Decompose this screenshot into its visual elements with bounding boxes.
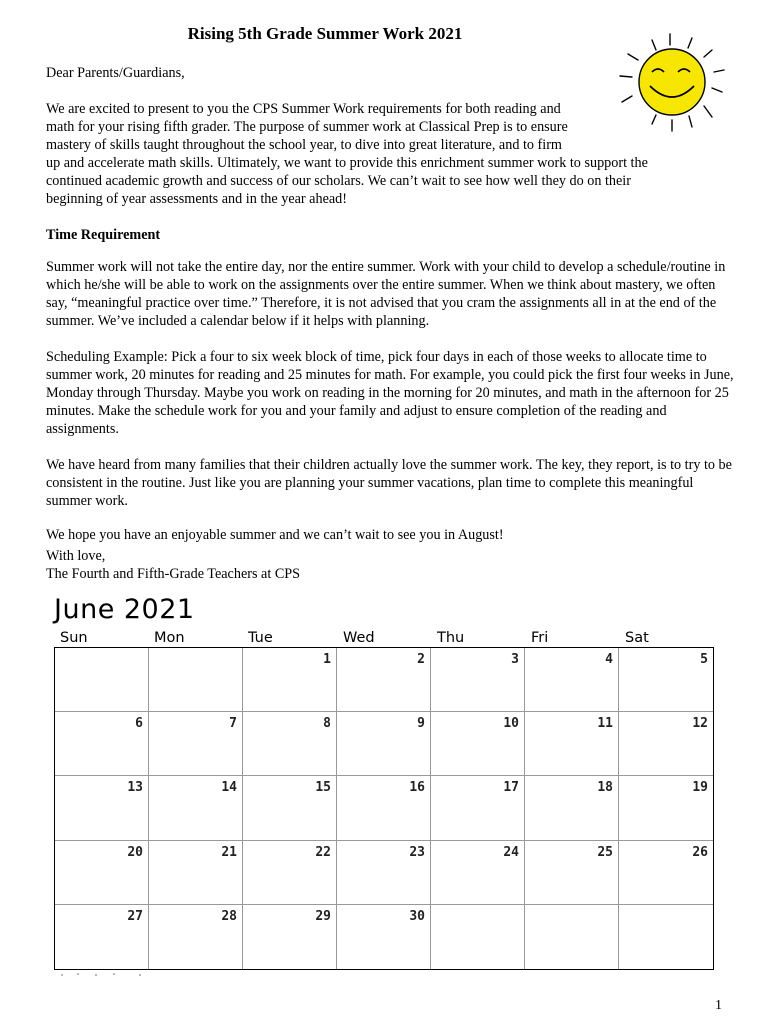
- weekday-label: Fri: [531, 630, 549, 646]
- weekday-label: Sun: [60, 630, 88, 646]
- calendar-day-cell: [55, 648, 149, 712]
- calendar-day-number: 25: [597, 844, 613, 860]
- calendar-day-number: 19: [692, 780, 708, 796]
- weekday-label: Tue: [248, 630, 273, 646]
- calendar-day-cell: [243, 776, 337, 840]
- calendar-day-number: 1: [323, 652, 331, 667]
- intro-line: continued academic growth and success of our scholars. We can’t wait to see how well they do on their: [46, 173, 631, 189]
- calendar-day-number: 24: [503, 844, 519, 860]
- calendar-day-cell: [55, 712, 149, 776]
- calendar-day-number: 30: [409, 908, 425, 924]
- calendar-day-number: 22: [315, 844, 331, 860]
- intro-line: We are excited to present to you the CPS Summer Work requirements for both reading and: [46, 101, 561, 117]
- calendar-day-cell: [243, 648, 337, 712]
- intro-line: mastery of skills taught throughout the school year, to dive into great literature, and to firm: [46, 137, 562, 153]
- calendar-day-number: 29: [315, 908, 331, 924]
- calendar-day-number: 15: [315, 780, 331, 796]
- calendar-day-cell: [55, 905, 149, 969]
- calendar-day-cell: [243, 712, 337, 776]
- calendar-day-number: 13: [127, 780, 143, 796]
- calendar-day-number: 16: [409, 780, 425, 796]
- calendar-day-cell: [337, 841, 431, 905]
- calendar-day-cell: [619, 841, 713, 905]
- calendar-day-cell: [525, 776, 619, 840]
- calendar-day-number: 5: [700, 652, 708, 667]
- calendar-day-cell: [149, 841, 243, 905]
- calendar-day-cell: [525, 841, 619, 905]
- scheduling-example-paragraph: Scheduling Example: Pick a four to six week block of time, pick four days in each of those weeks to allocate time to summer work, 20 minutes for reading and 25 minutes for math. For example, you could pick the first four weeks in June, Monday through Thursday. Maybe you work on reading in the morning for 20 minutes, and math in the afternoon for 25 minutes. Make the schedule work for you and your family and adjust to ensure completion of the reading and assignments.: [46, 349, 734, 438]
- calendar-day-number: 10: [503, 716, 519, 732]
- calendar-day-number: 2: [417, 652, 425, 667]
- calendar-day-cell: [243, 905, 337, 969]
- calendar-title: June 2021: [54, 594, 195, 625]
- intro-line: up and accelerate math skills. Ultimately, we want to provide this enrichment summer work to support the: [46, 155, 648, 171]
- calendar-grid: [54, 647, 714, 970]
- calendar-day-cell: [149, 712, 243, 776]
- intro-paragraph: [46, 100, 736, 208]
- calendar-day-cell: [431, 648, 525, 712]
- calendar-day-number: 26: [692, 844, 708, 860]
- calendar-day-cell: [431, 712, 525, 776]
- weekday-label: Mon: [154, 630, 185, 646]
- calendar-day-cell: [619, 648, 713, 712]
- weekday-label: Wed: [343, 630, 375, 646]
- calendar-day-cell: [149, 648, 243, 712]
- calendar-day-number: 11: [597, 716, 613, 732]
- calendar-day-number: 18: [597, 780, 613, 796]
- page-title: Rising 5th Grade Summer Work 2021: [187, 24, 463, 43]
- calendar-day-cell: [525, 905, 619, 969]
- closing-salutation: With love,: [46, 548, 106, 564]
- calendar-day-cell: [337, 648, 431, 712]
- weekday-label: Thu: [437, 630, 465, 646]
- calendar-day-number: 21: [221, 844, 237, 860]
- calendar-day-cell: [525, 712, 619, 776]
- calendar-day-cell: [55, 841, 149, 905]
- calendar-day-number: 28: [221, 908, 237, 924]
- closing-paragraph: We hope you have an enjoyable summer and we can’t wait to see you in August!: [46, 527, 504, 544]
- calendar-day-number: 20: [127, 844, 143, 860]
- calendar-day-number: 4: [605, 652, 613, 667]
- calendar-day-number: 8: [323, 716, 331, 732]
- calendar-day-number: 23: [409, 844, 425, 860]
- page-number: 1: [715, 998, 722, 1013]
- calendar-day-number: 9: [417, 716, 425, 732]
- calendar-day-cell: [337, 712, 431, 776]
- calendar-day-cell: [149, 776, 243, 840]
- calendar-day-number: 3: [511, 652, 519, 667]
- calendar-day-number: 17: [503, 780, 519, 796]
- calendar-day-cell: [149, 905, 243, 969]
- families-paragraph: We have heard from many families that their children actually love the summer work. The key, they report, is to try to be consistent in the routine. Just like you are planning your summer vacations, plan time to complete this meaningful summer work.: [46, 457, 732, 510]
- calendar-day-cell: [525, 648, 619, 712]
- time-requirement-heading: Time Requirement: [46, 227, 161, 243]
- calendar-day-cell: [337, 905, 431, 969]
- calendar-day-cell: [243, 841, 337, 905]
- calendar-day-cell: [619, 905, 713, 969]
- calendar-day-cell: [55, 776, 149, 840]
- calendar-day-number: 27: [127, 908, 143, 924]
- faint-mark: [56, 972, 146, 978]
- intro-line: beginning of year assessments and in the year ahead!: [46, 191, 347, 207]
- intro-line: math for your rising fifth grader. The purpose of summer work at Classical Prep is to ensure: [46, 119, 568, 135]
- greeting: Dear Parents/Guardians,: [46, 65, 185, 81]
- calendar-day-cell: [619, 712, 713, 776]
- calendar-day-cell: [431, 841, 525, 905]
- calendar-day-cell: [619, 776, 713, 840]
- calendar-day-cell: [431, 905, 525, 969]
- calendar-day-number: 12: [692, 716, 708, 732]
- time-requirement-paragraph: Summer work will not take the entire day, nor the entire summer. Work with your child to develop a schedule/routine in which he/she will be able to work on the assignments over the entire summer. When we think about mastery, we often say, “meaningful practice over time.” Therefore, it is not advised that you cram the assignments all in at the end of the summer. We’ve included a calendar below if it helps with planning.: [46, 259, 726, 330]
- signature: The Fourth and Fifth-Grade Teachers at CPS: [46, 566, 301, 582]
- calendar-day-number: 7: [229, 716, 237, 732]
- calendar-day-cell: [337, 776, 431, 840]
- weekday-label: Sat: [625, 630, 649, 646]
- calendar-day-number: 6: [135, 716, 143, 732]
- calendar-day-cell: [431, 776, 525, 840]
- calendar-day-number: 14: [221, 780, 237, 796]
